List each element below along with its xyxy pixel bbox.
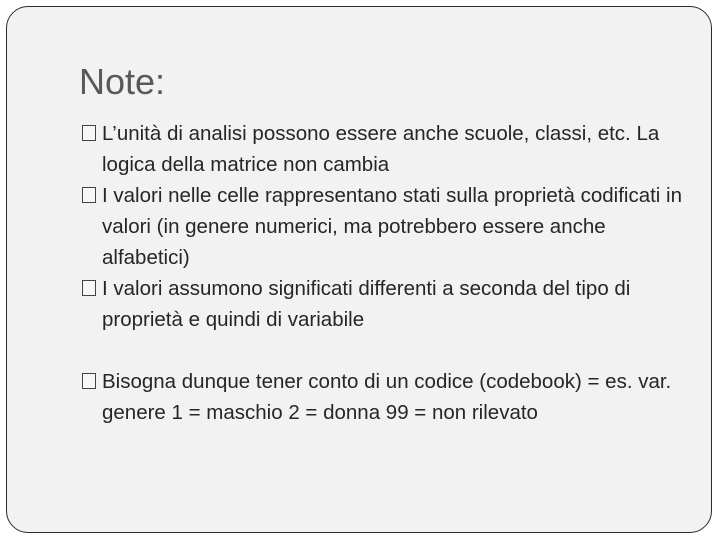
bullet-item bbox=[82, 366, 682, 428]
bullet-box-icon bbox=[82, 125, 96, 141]
bullet-text: I valori nelle celle rappresentano stati sulla proprietà codificati in valori (in genere numerici, ma potrebbero essere anche alfabetici) bbox=[102, 184, 683, 269]
bullet-box-icon bbox=[82, 280, 96, 296]
bullet-box-icon bbox=[82, 187, 96, 203]
bullet-item bbox=[82, 273, 682, 335]
bullet-text: I valori assumono significati differenti a seconda del tipo di proprietà e quindi di variabile bbox=[102, 277, 631, 331]
slide-title: Note: bbox=[79, 61, 166, 102]
bullet-text: Bisogna dunque tener conto di un codice (codebook) = es. var. genere 1 = maschio 2 = donna 99 = non rilevato bbox=[102, 370, 672, 424]
bullet-list bbox=[82, 118, 682, 428]
bullet-item bbox=[82, 118, 682, 180]
bullet-box-icon bbox=[82, 373, 96, 389]
bullet-item bbox=[82, 180, 682, 273]
bullet-text: L’unità di analisi possono essere anche scuole, classi, etc. La logica della matrice non cambia bbox=[102, 122, 660, 176]
